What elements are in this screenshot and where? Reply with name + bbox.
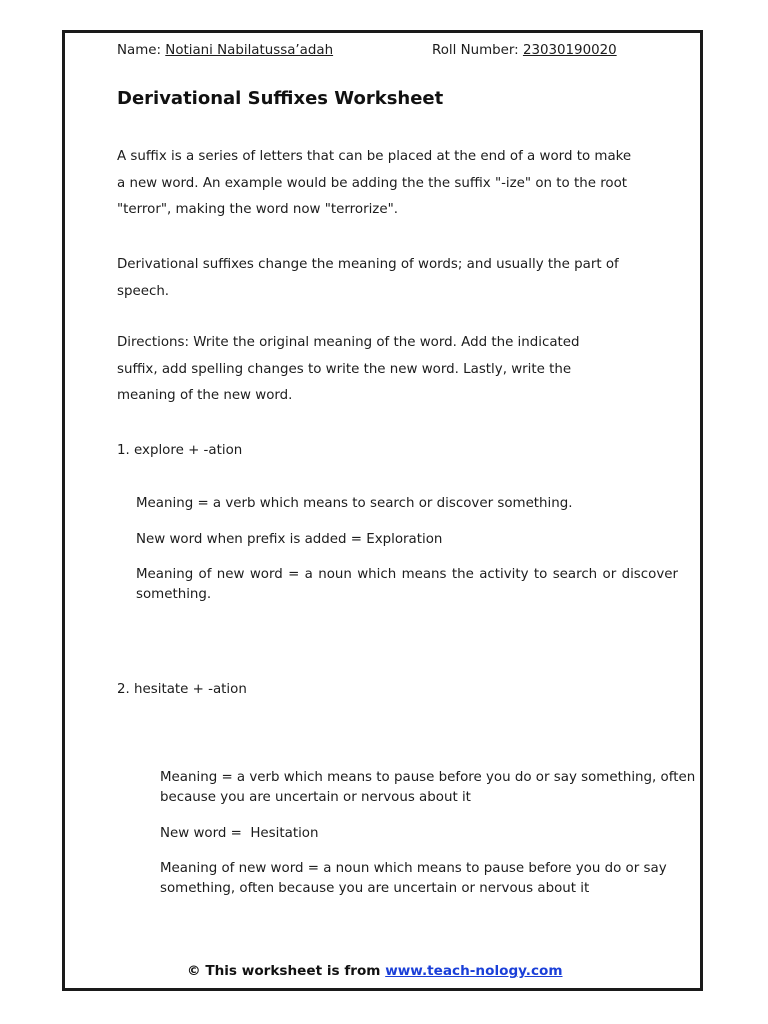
intro-paragraph-2: Derivational suffixes change the meaning of words; and usually the part of speech. bbox=[117, 257, 619, 299]
question-2-meaning: Meaning = a verb which means to pause before you do or say something, often because you are uncertain or nervous about it bbox=[160, 770, 696, 805]
question-1-new-meaning: Meaning of new word = a noun which means the activity to search or discover something. bbox=[136, 567, 678, 602]
teach-nology-link[interactable]: www.teach-nology.com bbox=[385, 963, 563, 979]
footer-credit bbox=[187, 963, 563, 979]
name-field bbox=[117, 43, 333, 58]
footer-text: © This worksheet is from bbox=[187, 963, 386, 979]
roll-number-label: Roll Number: bbox=[432, 43, 519, 58]
roll-number-field bbox=[432, 43, 617, 58]
directions-paragraph: Directions: Write the original meaning of the word. Add the indicated suffix, add spelling changes to write the new word. Lastly, write the meaning of the new word. bbox=[117, 335, 580, 403]
question-2-prompt: 2. hesitate + -ation bbox=[117, 682, 247, 697]
question-2-new-meaning: Meaning of new word = a noun which means to pause before you do or say something, often because you are uncertain or nervous about it bbox=[160, 861, 667, 896]
name-value: Notiani Nabilatussa’adah bbox=[165, 43, 334, 58]
roll-number-value: 23030190020 bbox=[522, 43, 617, 58]
intro-paragraph-1: A suffix is a series of letters that can be placed at the end of a word to make a new word. An example would be adding the the suffix "-ize" on to the root "terror", making the word now "terrorize". bbox=[117, 149, 632, 217]
page-title: Derivational Suffixes Worksheet bbox=[117, 88, 444, 109]
question-2-new-word: New word = Hesitation bbox=[160, 826, 319, 841]
question-1-new-word: New word when prefix is added = Exploration bbox=[136, 532, 443, 547]
question-1-prompt: 1. explore + -ation bbox=[117, 443, 243, 458]
question-1-meaning: Meaning = a verb which means to search or discover something. bbox=[136, 496, 573, 511]
name-label: Name: bbox=[117, 43, 162, 58]
